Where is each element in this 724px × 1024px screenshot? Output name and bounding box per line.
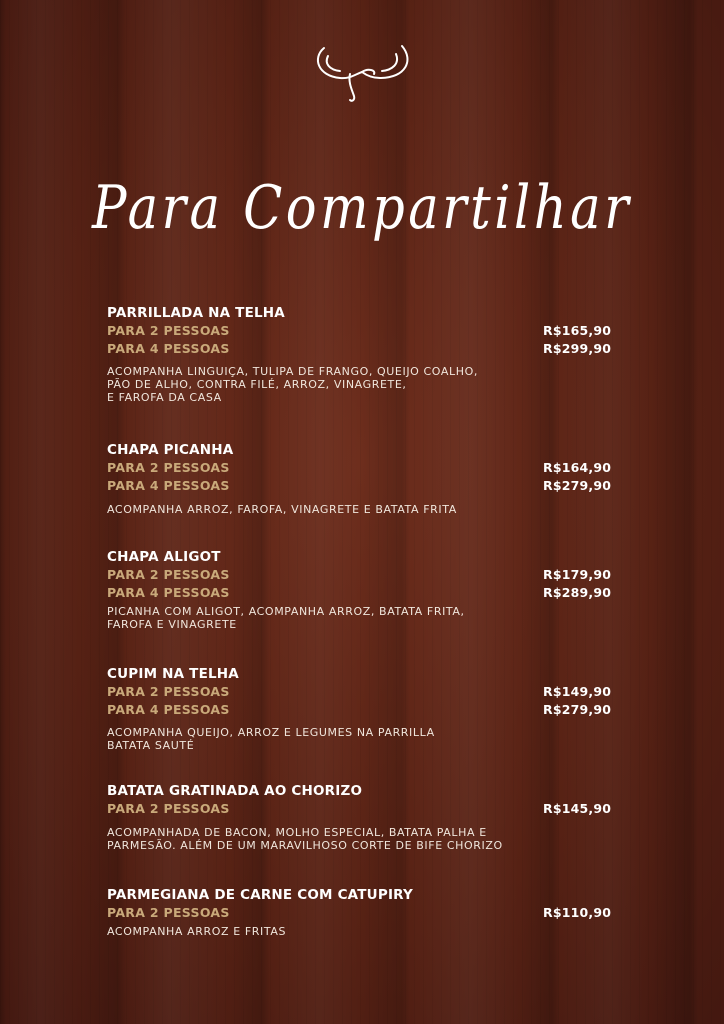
menu-item <box>107 304 627 404</box>
item-name: CHAPA PICANHA <box>107 442 234 458</box>
size-label: PARA 2 PESSOAS <box>107 323 230 338</box>
page-title-text: Para Compartilhar <box>91 173 632 243</box>
item-description: PICANHA COM ALIGOT, ACOMPANHA ARROZ, BATATA FRITA, FAROFA E VINAGRETE <box>107 605 465 631</box>
price: R$289,90 <box>543 584 612 600</box>
menu-list <box>107 304 627 938</box>
item-description: ACOMPANHA ARROZ, FAROFA, VINAGRETE E BATATA FRITA <box>107 503 457 516</box>
size-option <box>107 322 627 340</box>
menu-item <box>107 782 627 852</box>
size-option <box>107 904 627 922</box>
size-label: PARA 2 PESSOAS <box>107 801 230 816</box>
item-name: CHAPA ALIGOT <box>107 549 221 565</box>
menu-item <box>107 665 627 752</box>
price: R$164,90 <box>543 460 612 475</box>
price: R$299,90 <box>543 340 612 356</box>
price: R$145,90 <box>543 801 612 816</box>
price: R$179,90 <box>543 567 612 582</box>
size-option <box>107 584 627 602</box>
size-label: PARA 2 PESSOAS <box>107 460 230 475</box>
size-label: PARA 2 PESSOAS <box>107 684 230 699</box>
item-description: ACOMPANHA LINGUIÇA, TULIPA DE FRANGO, QUEIJO COALHO, PÃO DE ALHO, CONTRA FILÉ, ARROZ, VINAGRETE, E FAROFA DA CASA <box>107 365 478 404</box>
size-label: PARA 2 PESSOAS <box>107 567 230 582</box>
bull-horns-icon <box>310 38 414 108</box>
price: R$279,90 <box>543 701 612 717</box>
item-name: PARMEGIANA DE CARNE COM CATUPIRY <box>107 886 413 903</box>
size-option <box>107 800 627 818</box>
size-option <box>107 340 627 358</box>
price: R$149,90 <box>543 684 612 699</box>
size-label: PARA 4 PESSOAS <box>107 477 230 493</box>
menu-item <box>107 886 627 939</box>
menu-item <box>107 441 627 516</box>
size-option <box>107 459 627 477</box>
item-name: BATATA GRATINADA AO CHORIZO <box>107 783 363 799</box>
item-name: PARRILLADA NA TELHA <box>107 305 285 321</box>
item-description: ACOMPANHADA DE BACON, MOLHO ESPECIAL, BATATA PALHA E PARMESÃO. ALÉM DE UM MARAVILHOSO CORTE DE BIFE CHORIZO <box>107 825 503 852</box>
price: R$165,90 <box>543 323 612 338</box>
price: R$279,90 <box>543 477 612 493</box>
size-option <box>107 701 627 719</box>
size-option <box>107 566 627 584</box>
size-option <box>107 477 627 495</box>
price: R$110,90 <box>543 904 612 920</box>
page-title <box>0 150 724 260</box>
item-description: ACOMPANHA ARROZ E FRITAS <box>107 925 287 938</box>
size-option <box>107 683 627 701</box>
size-label: PARA 4 PESSOAS <box>107 340 230 356</box>
size-label: PARA 4 PESSOAS <box>107 701 230 717</box>
size-label: PARA 2 PESSOAS <box>107 904 230 920</box>
size-label: PARA 4 PESSOAS <box>107 584 230 600</box>
item-description: ACOMPANHA QUEIJO, ARROZ E LEGUMES NA PARRILLA BATATA SAUTÉ <box>107 726 435 752</box>
menu-item <box>107 548 627 631</box>
item-name: CUPIM NA TELHA <box>107 666 239 682</box>
